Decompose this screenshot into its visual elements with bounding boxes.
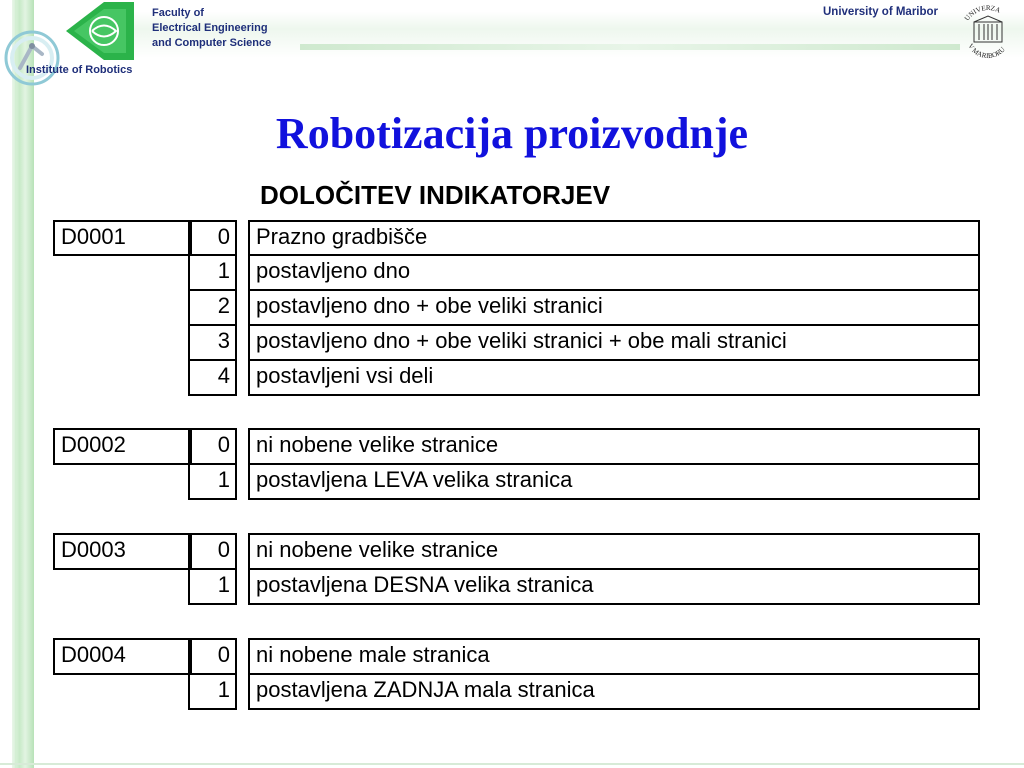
indicator-value: 1 — [188, 673, 237, 710]
svg-text:V MARIBORU: V MARIBORU — [966, 42, 1007, 61]
indicator-description: postavljeni vsi deli — [248, 359, 980, 396]
indicator-value: 0 — [188, 220, 237, 256]
indicator-value: 0 — [188, 533, 237, 570]
indicator-description: postavljeno dno + obe veliki stranici — [248, 289, 980, 326]
indicator-description: postavljena DESNA velika stranica — [248, 568, 980, 605]
indicator-value: 0 — [188, 428, 237, 465]
faculty-logo-icon — [64, 0, 138, 62]
indicator-value: 1 — [188, 568, 237, 605]
faculty-line: and Computer Science — [152, 37, 272, 49]
faculty-line: Electrical Engineering — [152, 22, 268, 34]
indicator-description: Prazno gradbišče — [248, 220, 980, 256]
indicator-code: D0001 — [53, 220, 192, 256]
indicator-description: postavljeno dno — [248, 254, 980, 291]
indicator-value: 3 — [188, 324, 237, 361]
page-title: Robotizacija proizvodnje — [275, 109, 749, 158]
indicator-description: postavljena ZADNJA mala stranica — [248, 673, 980, 710]
indicator-description: ni nobene velike stranice — [248, 428, 980, 465]
faculty-name — [152, 6, 271, 51]
indicator-value: 1 — [188, 254, 237, 291]
indicator-value: 2 — [188, 289, 237, 326]
indicator-description: ni nobene velike stranice — [248, 533, 980, 570]
indicator-value: 1 — [188, 463, 237, 500]
university-seal-icon — [958, 2, 1018, 64]
robotics-logo-icon — [2, 28, 62, 88]
university-name: University of Maribor — [823, 6, 939, 18]
indicator-value: 0 — [188, 638, 237, 675]
faculty-line: Faculty of — [152, 7, 204, 19]
indicator-code: D0003 — [53, 533, 192, 570]
bottom-rule — [0, 763, 1024, 765]
indicator-value: 4 — [188, 359, 237, 396]
section-subtitle: DOLOČITEV INDIKATORJEV — [260, 180, 611, 210]
indicator-code: D0004 — [53, 638, 192, 675]
svg-text:UNIVERZA: UNIVERZA — [962, 3, 1002, 23]
indicator-description: postavljeno dno + obe veliki stranici + obe mali stranici — [248, 324, 980, 361]
header-divider — [300, 44, 960, 50]
institute-name: Institute of Robotics — [26, 64, 133, 76]
indicator-description: ni nobene male stranica — [248, 638, 980, 675]
indicator-code: D0002 — [53, 428, 192, 465]
indicator-description: postavljena LEVA velika stranica — [248, 463, 980, 500]
